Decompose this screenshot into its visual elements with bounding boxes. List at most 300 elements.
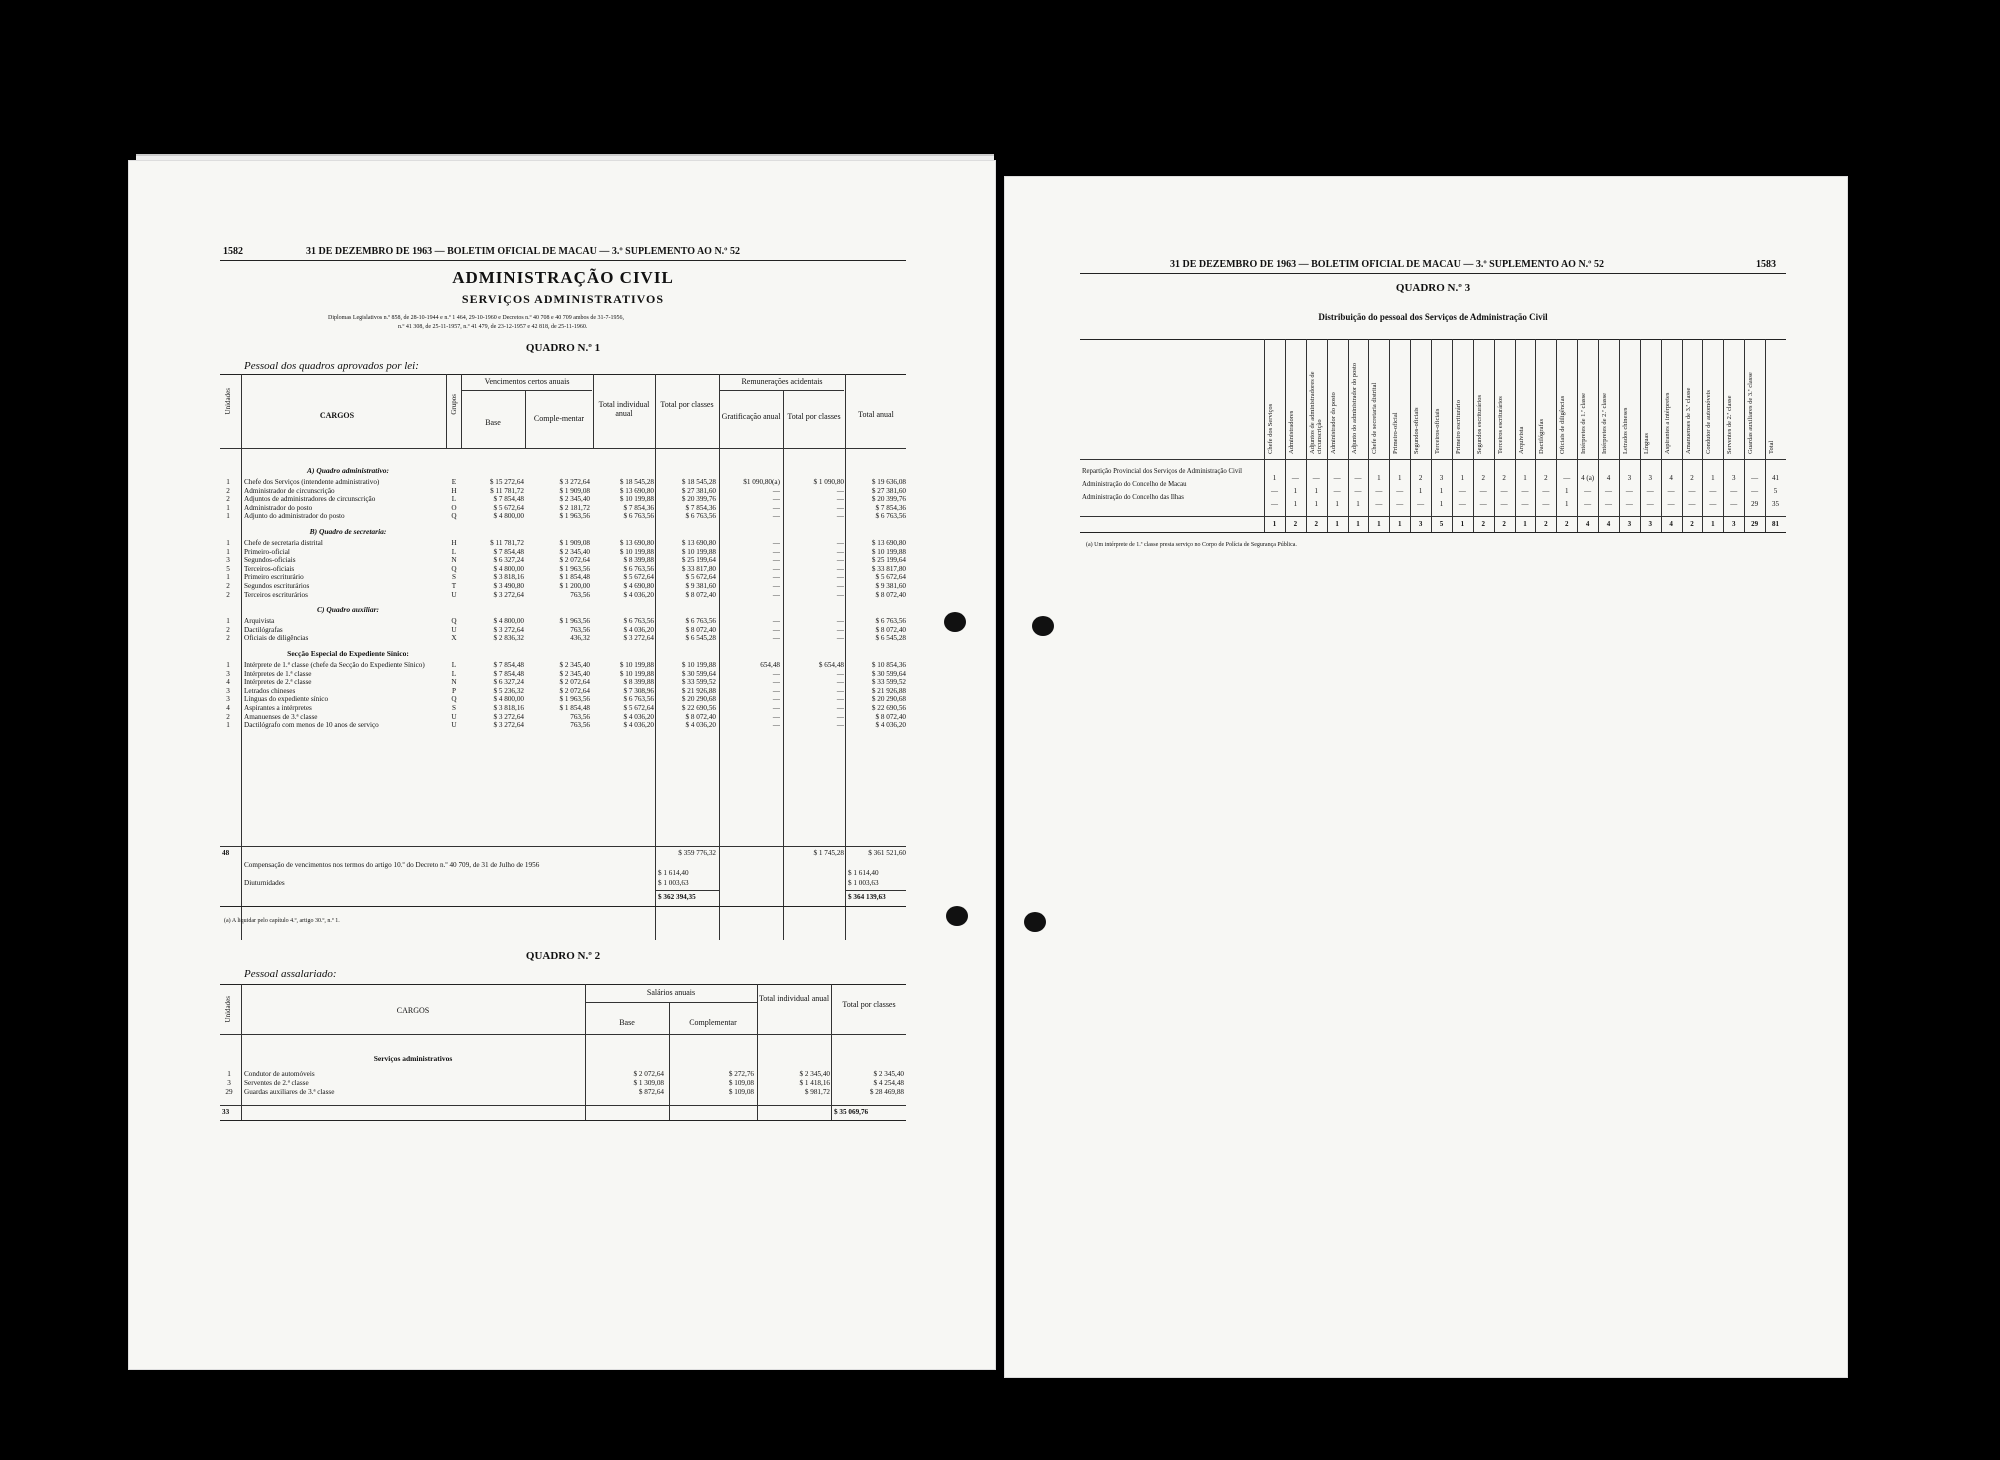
cell-base: $ 6 327,24 <box>493 678 524 687</box>
cell-comp: $ 1 963,56 <box>559 564 590 573</box>
cell-grat: — <box>772 539 780 547</box>
cell-value: 1 <box>1418 487 1423 495</box>
cell-g: L <box>451 547 457 556</box>
column-header: Dactilógrafas <box>1538 418 1546 454</box>
cell-cargo: Primeiro escriturário <box>244 573 304 582</box>
cell-comp: $ 109,08 <box>728 1088 754 1096</box>
cell-ta: $ 5 672,64 <box>875 573 906 582</box>
table-row <box>222 565 906 573</box>
cell-ti: $ 7 308,96 <box>623 686 654 695</box>
cell-value: 1 <box>1397 474 1402 482</box>
row-label: Administração do Concelho das Ilhas <box>1082 494 1184 501</box>
total-value: 1 <box>1272 520 1277 528</box>
cell-g: T <box>451 582 457 590</box>
cell-value: — <box>1500 500 1508 508</box>
table-row <box>222 670 906 678</box>
cell-value: 1 <box>1460 474 1465 482</box>
cell-value: — <box>1270 500 1278 508</box>
cell-ti: $ 10 199,88 <box>619 547 654 556</box>
table-row <box>222 626 906 634</box>
header-complementar: Comple-mentar <box>533 414 585 423</box>
cell-value: — <box>1500 487 1508 495</box>
cell-g: X <box>451 634 457 643</box>
cell-value: — <box>1396 487 1404 495</box>
cell-u: 2 <box>226 634 230 643</box>
cell-tc: $ 6 763,56 <box>685 617 716 626</box>
total-value: 29 <box>1751 520 1759 528</box>
cell-g: S <box>452 704 456 712</box>
diuturnidades-ta: $ 1 003,63 <box>848 879 879 887</box>
cell-base: $ 2 072,64 <box>633 1070 664 1078</box>
cell-value: 3 <box>1732 474 1736 482</box>
cell-base: $ 872,64 <box>638 1088 664 1096</box>
cell-g: U <box>451 625 457 634</box>
cell-comp: 436,32 <box>570 634 590 643</box>
cell-g: N <box>451 678 457 687</box>
total-value: 81 <box>1772 520 1780 528</box>
cell-grat: — <box>772 564 780 573</box>
page-number-right: 1583 <box>1756 259 1776 270</box>
cell-ta: $ 8 072,40 <box>875 625 906 634</box>
cell-cargo: Línguas do expediente sínico <box>244 695 329 704</box>
cell-value: — <box>1646 500 1654 508</box>
cell-cargo: Arquivista <box>244 617 275 626</box>
cell-u: 3 <box>226 686 230 695</box>
cell-value: 1 <box>1293 487 1298 495</box>
table-row <box>222 661 906 669</box>
cell-ti: $ 13 690,80 <box>619 486 654 495</box>
cell-value: 2 <box>1481 474 1485 482</box>
row-label: Repartição Provincial dos Serviços de Administração Civil <box>1082 468 1243 475</box>
total-value: 1 <box>1711 520 1715 528</box>
column-header: Amanuenses de 3.ª classe <box>1684 387 1692 454</box>
cell-tpc: — <box>836 573 844 582</box>
cell-comp: $ 2 072,64 <box>559 686 590 695</box>
cell-base: $ 7 854,48 <box>493 495 524 504</box>
table-row <box>222 1079 906 1087</box>
total-value: 2 <box>1314 520 1318 528</box>
cell-ta: $ 8 072,40 <box>875 590 906 599</box>
table-row <box>222 495 906 503</box>
cell-g: O <box>451 503 457 512</box>
cell-tc: $ 27 381,60 <box>681 486 716 495</box>
cell-comp: 763,56 <box>570 625 590 634</box>
cell-cargo: Segundos escriturários <box>244 582 310 590</box>
cell-grat: — <box>772 512 780 521</box>
running-head-right: 31 DE DEZEMBRO DE 1963 — BOLETIM OFICIAL DE MACAU — 3.º SUPLEMENTO AO N.º 52 <box>1170 259 1604 270</box>
cell-value: — <box>1270 487 1278 495</box>
cell-comp: $ 1 854,48 <box>559 704 590 712</box>
cell-value: 4 <box>1669 474 1673 482</box>
cell-g: U <box>451 590 457 599</box>
cell-u: 3 <box>226 556 230 565</box>
cell-ta: $ 10 199,88 <box>871 547 906 556</box>
cell-cargo: Adjuntos de administradores de circunscrição <box>244 495 376 504</box>
cell-u: 2 <box>226 712 230 721</box>
cell-cargo: Chefe de secretaria distrital <box>244 539 323 547</box>
cell-grat: — <box>772 712 780 721</box>
cell-value: 1 <box>1711 474 1715 482</box>
cell-u: 2 <box>226 625 230 634</box>
total-value: 5 <box>1439 520 1444 528</box>
cell-tpc: — <box>836 721 844 730</box>
total-value: 2 <box>1544 520 1548 528</box>
cell-ta: $ 33 599,52 <box>871 678 906 687</box>
table-row <box>222 582 906 590</box>
cell-value: — <box>1688 500 1696 508</box>
cell-value: — <box>1542 487 1550 495</box>
cell-comp: $ 1 200,00 <box>559 582 590 590</box>
cell-u: 1 <box>226 617 230 626</box>
cell-tc: $ 21 926,88 <box>681 686 716 695</box>
table-row <box>222 504 906 512</box>
cell-cargo: Amanuenses de 3.ª classe <box>244 712 318 721</box>
cell-tpc: — <box>836 634 844 643</box>
table-row <box>222 548 906 556</box>
diuturnidades-tc: $ 1 003,63 <box>658 879 689 887</box>
punch-hole <box>946 906 968 926</box>
cell-tc: $ 10 199,88 <box>681 661 716 669</box>
total-value: 1 <box>1397 520 1402 528</box>
cell-value: 1 <box>1565 487 1569 495</box>
cell-cargo: Guardas auxiliares de 3.ª classe <box>244 1088 335 1096</box>
cell-cargo: Serventes de 2.ª classe <box>244 1079 309 1087</box>
cell-g: P <box>452 686 456 695</box>
cell-base: $ 11 781,72 <box>490 539 524 547</box>
cell-ti: $ 10 199,88 <box>619 661 654 669</box>
cell-comp: 763,56 <box>570 590 590 599</box>
cell-grat: — <box>772 625 780 634</box>
table-row <box>222 478 906 486</box>
quadro1-footnote: (a) A liquidar pelo capítulo 4.º, artigo 30.º, n.º 1. <box>224 918 340 924</box>
cell-grat: — <box>772 721 780 730</box>
cell-value: — <box>1521 500 1529 508</box>
column-header: Chefe dos Serviços <box>1267 403 1274 454</box>
cell-value: — <box>1375 500 1383 508</box>
cell-u: 1 <box>226 512 230 521</box>
cell-base: $ 3 490,80 <box>493 582 524 590</box>
cell-tpc: — <box>836 590 844 599</box>
cell-comp: $ 2 072,64 <box>559 678 590 687</box>
cell-cargo: Condutor de automóveis <box>244 1070 315 1078</box>
cell-cargo: Intérprete de 1.ª classe (chefe da Secção do Expediente Sínico) <box>244 661 425 669</box>
cell-tc: $ 4 254,48 <box>873 1079 904 1087</box>
cell-ti: $ 1 418,16 <box>799 1079 830 1087</box>
column-header: Primeiro-oficial <box>1392 412 1400 454</box>
cell-value: — <box>1417 500 1425 508</box>
cell-g: L <box>451 661 457 669</box>
cell-u: 3 <box>227 1079 231 1087</box>
cell-tc: $ 22 690,56 <box>681 704 716 712</box>
cell-tpc: — <box>836 539 844 547</box>
cell-base: $ 15 272,64 <box>489 478 524 486</box>
cell-value: 1 <box>1314 487 1318 495</box>
cell-base: $ 11 781,72 <box>490 486 524 495</box>
cell-g: Q <box>451 512 457 521</box>
cell-cargo: Dactilógrafas <box>244 625 283 634</box>
table-row <box>222 687 906 695</box>
cell-base: $ 4 800,00 <box>493 695 524 704</box>
cell-base: $ 7 854,48 <box>493 547 524 556</box>
total-value: 3 <box>1648 520 1653 528</box>
cell-ti: $ 18 545,28 <box>619 478 654 486</box>
total-value: 3 <box>1732 520 1736 528</box>
column-header: Segundos escriturários <box>1475 394 1483 454</box>
cell-value: — <box>1312 474 1320 482</box>
cell-value: — <box>1709 500 1717 508</box>
compensacao-tc: $ 1 614,40 <box>658 869 689 877</box>
cell-ti: $ 8 399,88 <box>623 678 654 687</box>
cell-ta: $ 9 381,60 <box>875 582 906 590</box>
cell-g: L <box>451 495 457 504</box>
cell-cargo: Administrador do posto <box>244 503 313 512</box>
cell-ti: $ 6 763,56 <box>623 564 654 573</box>
q2-header-total-individual: Total individual anual <box>758 994 830 1003</box>
cell-tpc: — <box>836 678 844 687</box>
cell-ta: $ 7 854,36 <box>875 503 906 512</box>
cell-cargo: Dactilógrafo com menos de 10 anos de serviço <box>244 721 379 730</box>
page-subtitle: SERVIÇOS ADMINISTRATIVOS <box>461 292 665 306</box>
total-value: 2 <box>1293 520 1298 528</box>
cell-value: — <box>1563 474 1571 482</box>
cell-grat: — <box>772 686 780 695</box>
cell-grat: — <box>772 617 780 626</box>
cell-tc: $ 6 545,28 <box>685 634 716 643</box>
cell-grat: 654,48 <box>760 661 780 669</box>
header-total-individual: Total individual anual <box>598 400 650 418</box>
cell-value: 29 <box>1751 500 1759 508</box>
cell-tc: $ 30 599,64 <box>681 669 716 678</box>
cell-value: — <box>1751 474 1759 482</box>
cell-g: Q <box>451 695 457 704</box>
cell-comp: 763,56 <box>570 712 590 721</box>
cell-ta: $ 10 854,36 <box>871 661 906 669</box>
total-value: 3 <box>1627 520 1632 528</box>
section-title: C) Quadro auxiliar: <box>316 605 380 615</box>
cell-grat: $1 090,80(a) <box>743 478 780 486</box>
cell-ta: $ 6 763,56 <box>875 617 906 626</box>
cell-comp: $ 1 909,08 <box>559 539 590 547</box>
cell-grat: — <box>772 669 780 678</box>
cell-u: 1 <box>226 721 230 730</box>
table-row <box>222 695 906 703</box>
cell-value: — <box>1584 500 1592 508</box>
cell-tpc: — <box>836 547 844 556</box>
column-header: Terceiros escriturários <box>1496 396 1504 454</box>
cell-ti: $ 4 690,80 <box>623 582 654 590</box>
cell-cargo: Primeiro-oficial <box>244 547 290 556</box>
cell-comp: $ 109,08 <box>728 1079 754 1087</box>
cell-comp: $ 2 345,40 <box>559 547 590 556</box>
cell-value: — <box>1333 487 1341 495</box>
cell-tpc: — <box>836 695 844 704</box>
cell-cargo: Terceiros escriturários <box>244 590 308 599</box>
cell-value: 1 <box>1439 500 1444 508</box>
total-value: 1 <box>1460 520 1465 528</box>
cell-tpc: — <box>836 617 844 626</box>
cell-base: $ 1 309,08 <box>633 1079 664 1087</box>
cell-ti: $ 4 036,20 <box>623 625 654 634</box>
cell-value: — <box>1605 487 1613 495</box>
cell-ta: $ 19 636,08 <box>871 478 906 486</box>
row-label: Administração do Concelho de Macau <box>1082 481 1187 488</box>
cell-tc: $ 28 469,88 <box>869 1088 904 1096</box>
cell-comp: $ 3 272,64 <box>559 478 590 486</box>
cell-value: 1 <box>1356 500 1360 508</box>
cell-ti: $ 2 345,40 <box>799 1070 830 1078</box>
quadro1-intro: Pessoal dos quadros aprovados por lei: <box>244 360 419 372</box>
cell-ta: $ 6 763,56 <box>875 512 906 521</box>
column-header: Terceiros-oficiais <box>1434 408 1442 454</box>
diplomas-line-1: Diplomas Legislativos n.º 858, de 28-10-1944 e n.º 1 464, 29-10-1960 e Decretos n.º 40 708 e 40 709 ambos de 31-7-1956, <box>328 315 625 321</box>
quadro2-title: QUADRO N.º 2 <box>525 950 601 962</box>
cell-u: 29 <box>225 1088 233 1096</box>
table-row <box>222 1070 906 1078</box>
cell-ta: $ 30 599,64 <box>871 669 906 678</box>
cell-tc: $ 5 672,64 <box>685 573 716 582</box>
total-value: 2 <box>1481 520 1485 528</box>
cell-u: 3 <box>226 669 230 678</box>
cell-u: 2 <box>226 495 230 504</box>
total-value: 4 <box>1606 520 1611 528</box>
cell-tc: $ 7 854,36 <box>685 503 716 512</box>
cell-grat: — <box>772 582 780 590</box>
quadro1-subtotal-acidentais: $ 1 745,28 <box>813 849 844 857</box>
cell-tpc: — <box>836 564 844 573</box>
cell-value: — <box>1688 487 1696 495</box>
cell-grat: — <box>772 695 780 704</box>
cell-tpc: — <box>836 686 844 695</box>
quadro1-total-units: 48 <box>222 849 230 857</box>
punch-hole <box>944 612 966 632</box>
cell-value: 1 <box>1377 474 1381 482</box>
section-title: A) Quadro administrativo: <box>306 466 390 475</box>
cell-value: — <box>1625 500 1633 508</box>
table-row <box>222 721 906 729</box>
cell-u: 1 <box>226 503 230 512</box>
cell-cargo: Chefe dos Serviços (intendente administrativo) <box>244 478 380 486</box>
column-header: Administrador do posto <box>1329 392 1337 454</box>
cell-g: E <box>451 478 457 486</box>
cell-ta: $ 20 399,76 <box>871 495 906 504</box>
cell-value: — <box>1375 487 1383 495</box>
header-grupos: Grupos <box>450 394 458 415</box>
cell-u: 1 <box>226 573 230 582</box>
cell-g: H <box>451 539 457 547</box>
cell-tc: $ 8 072,40 <box>685 625 716 634</box>
cell-tc: $ 25 199,64 <box>681 556 716 565</box>
cell-value: — <box>1458 487 1466 495</box>
cell-value: — <box>1396 500 1404 508</box>
q2-section-title: Serviços administrativos <box>373 1054 453 1063</box>
q2-header-salarios: Salários anuais <box>646 988 696 997</box>
cell-value: 1 <box>1565 500 1569 508</box>
cell-value: 2 <box>1502 474 1506 482</box>
cell-value: 3 <box>1648 474 1653 482</box>
cell-value: — <box>1709 487 1717 495</box>
cell-ti: $ 6 763,56 <box>623 617 654 626</box>
cell-value: — <box>1542 500 1550 508</box>
cell-u: 2 <box>226 590 230 599</box>
cell-comp: $ 1 854,48 <box>559 573 590 582</box>
cell-grat: — <box>772 503 780 512</box>
cell-grat: — <box>772 495 780 504</box>
cell-tc: $ 10 199,88 <box>681 547 716 556</box>
quadro3-title: QUADRO N.º 3 <box>1395 282 1471 294</box>
cell-cargo: Aspirantes a intérpretes <box>244 704 312 712</box>
total-value: 2 <box>1502 520 1506 528</box>
cell-u: 5 <box>226 564 230 573</box>
header-total-anual: Total anual <box>858 410 894 419</box>
cell-tpc: $ 654,48 <box>818 661 844 669</box>
cell-ti: $ 13 690,80 <box>619 539 654 547</box>
cell-ti: $ 3 272,64 <box>623 634 654 643</box>
quadro1-subtotal-classes: $ 359 776,32 <box>678 849 716 857</box>
cell-tc: $ 13 690,80 <box>681 539 716 547</box>
cell-comp: $ 1 909,08 <box>559 486 590 495</box>
cell-comp: 763,56 <box>570 721 590 730</box>
cell-g: S <box>452 573 456 582</box>
cell-ta: $ 6 545,28 <box>875 634 906 643</box>
cell-cargo: Adjunto do administrador do posto <box>244 512 345 521</box>
cell-base: $ 3 272,64 <box>493 590 524 599</box>
cell-value: 3 <box>1627 474 1632 482</box>
column-header: Guardas auxiliares de 3.ª classe <box>1747 372 1755 454</box>
cell-tc: $ 8 072,40 <box>685 590 716 599</box>
cell-value: — <box>1667 500 1675 508</box>
cell-value: — <box>1354 487 1362 495</box>
cell-tpc: — <box>836 625 844 634</box>
cell-tc: $ 18 545,28 <box>681 478 716 486</box>
total-value: 2 <box>1690 520 1694 528</box>
cell-comp: $ 1 963,56 <box>559 617 590 626</box>
column-header: Oficiais de diligências <box>1559 395 1567 454</box>
cell-g: N <box>451 556 457 565</box>
cell-ti: $ 981,72 <box>804 1088 830 1096</box>
cell-ti: $ 8 399,88 <box>623 556 654 565</box>
cell-tc: $ 9 381,60 <box>685 582 716 590</box>
column-header: Segundos-oficiais <box>1413 407 1421 454</box>
column-header: Serventes de 2.ª classe <box>1726 395 1734 454</box>
quadro1-subtotal-row <box>222 849 906 857</box>
column-header: Adjuntos de administradores de circunscrição <box>1308 371 1323 454</box>
cell-grat: — <box>772 678 780 687</box>
diplomas-line-2: n.º 41 308, de 25-11-1957, n.º 41 479, de 23-12-1957 e 42 818, de 25-11-1960. <box>398 324 588 330</box>
cell-base: $ 5 236,32 <box>493 686 524 695</box>
cell-value: — <box>1646 487 1654 495</box>
table-row <box>222 617 906 625</box>
cell-g: L <box>451 669 457 678</box>
cell-base: $ 7 854,48 <box>493 661 524 669</box>
total-value: 2 <box>1565 520 1569 528</box>
cell-value: — <box>1333 474 1341 482</box>
cell-g: U <box>451 721 457 730</box>
running-head-left: 31 DE DEZEMBRO DE 1963 — BOLETIM OFICIAL DE MACAU — 3.º SUPLEMENTO AO N.º 52 <box>306 246 740 257</box>
header-gratificacao: Gratificação anual <box>721 412 781 421</box>
cell-value: — <box>1584 487 1592 495</box>
table-row <box>222 556 906 564</box>
cell-value: 3 <box>1439 474 1444 482</box>
cell-tpc: — <box>836 712 844 721</box>
cell-value: 2 <box>1690 474 1694 482</box>
cell-value: — <box>1521 487 1529 495</box>
cell-comp: $ 1 963,56 <box>559 512 590 521</box>
cell-tpc: — <box>836 556 844 565</box>
table-row <box>222 713 906 721</box>
column-header: Línguas <box>1642 433 1650 454</box>
cell-grat: — <box>772 547 780 556</box>
cell-ta: $ 13 690,80 <box>871 539 906 547</box>
